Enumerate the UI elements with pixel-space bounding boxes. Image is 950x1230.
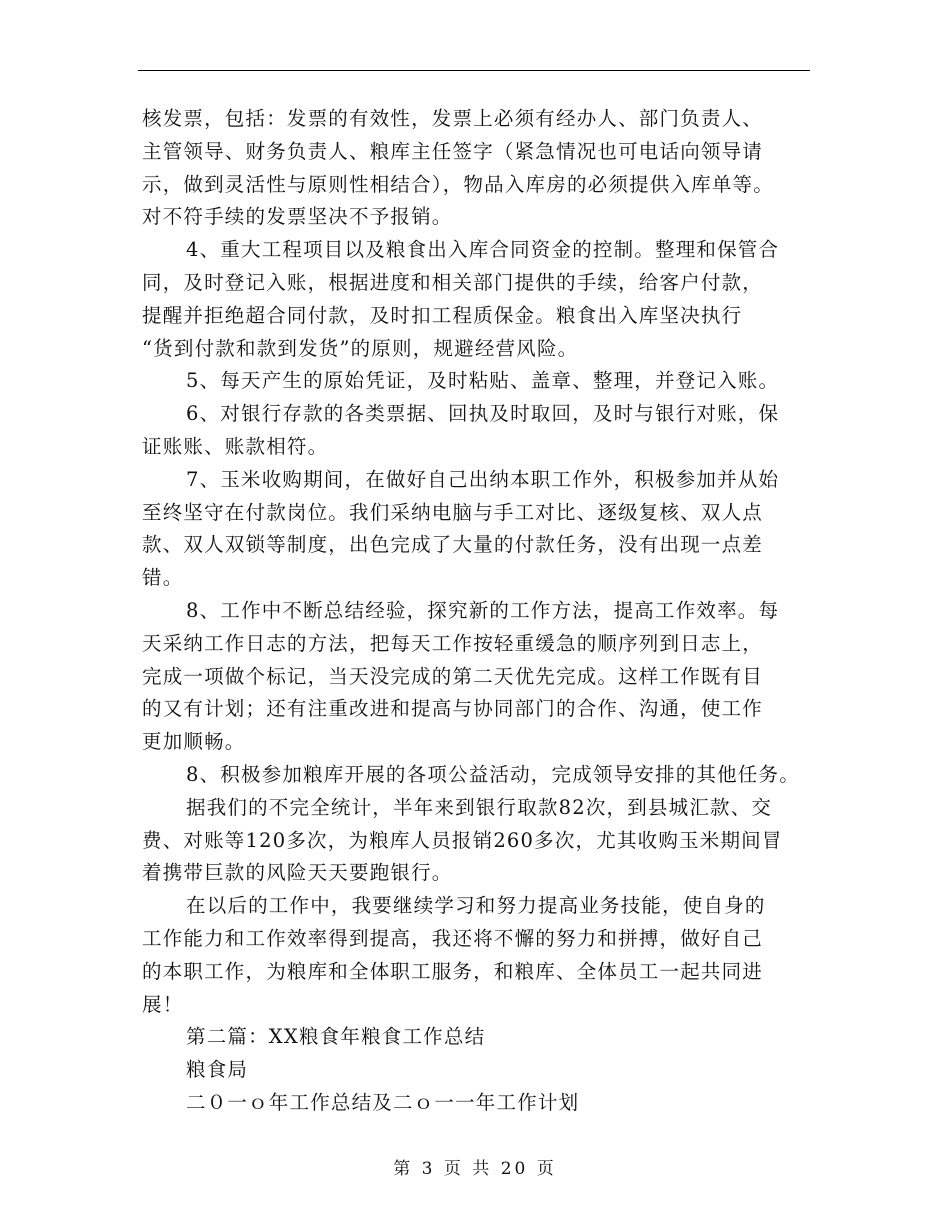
text-line: 天采纳工作日志的方法，把每天工作按轻重缓急的顺序列到日志上， <box>142 631 764 655</box>
text-line: 粮食局 <box>186 1058 249 1082</box>
text-line: 款、双人双锁等制度，出色完成了大量的付款任务，没有出现一点差 <box>142 533 764 557</box>
text-line: 6、对银行存款的各类票据、回执及时取回，及时与银行对账，保 <box>186 402 780 426</box>
paragraph <box>142 1054 842 1087</box>
paragraph <box>142 464 842 595</box>
text-line: 着携带巨款的风险天天要跑银行。 <box>142 861 453 885</box>
text-line: 核发票，包括：发票的有效性，发票上必须有经办人、部门负责人、 <box>142 107 764 130</box>
paragraph <box>142 890 842 1021</box>
text-line: 对不符手续的发票坚决不予报销。 <box>142 205 453 229</box>
paragraph <box>142 1021 842 1054</box>
text-line: “货到付款和款到发货”的原则，规避经营风险。 <box>142 336 579 360</box>
text-line: 提醒并拒绝超合同付款，及时扣工程质保金。粮食出入库坚决执行 <box>142 303 743 327</box>
text-line: 更加顺畅。 <box>142 730 246 754</box>
text-line: 主管领导、财务负责人、粮库主任签字（紧急情况也可电话向领导请 <box>142 139 764 163</box>
text-line: 二０一ｏ年工作总结及二ｏ一一年工作计划 <box>186 1090 580 1114</box>
text-line: 费、对账等120多次，为粮库人员报销260多次，尤其收购玉米期间冒 <box>142 828 783 852</box>
paragraph <box>142 234 842 365</box>
text-line: 错。 <box>142 566 184 590</box>
text-line: 同，及时登记入账，根据进度和相关部门提供的手续，给客户付款， <box>142 270 764 294</box>
paragraph <box>142 398 842 464</box>
text-line: 第二篇：XX粮食年粮食工作总结 <box>186 1025 486 1049</box>
paragraph <box>142 792 842 890</box>
text-line: 展！ <box>142 992 184 1016</box>
text-line: 据我们的不完全统计，半年来到银行取款82次，到县城汇款、交 <box>186 795 773 819</box>
text-line: 至终坚守在付款岗位。我们采纳电脑与手工对比、逐级复核、双人点 <box>142 500 764 524</box>
document-body <box>142 103 842 1120</box>
text-line: 示，做到灵活性与原则性相结合），物品入库房的必须提供入库单等。 <box>142 172 774 196</box>
text-line: 的本职工作，为粮库和全体职工服务，和粮库、全体员工一起共同进 <box>142 959 764 983</box>
text-line: 8、积极参加粮库开展的各项公益活动，完成领导安排的其他任务。 <box>186 762 800 786</box>
text-line: 5、每天产生的原始凭证，及时粘贴、盖章、整理，并登记入账。 <box>186 369 780 393</box>
text-line: 8、工作中不断总结经验，探究新的工作方法，提高工作效率。每 <box>186 598 780 622</box>
paragraph <box>142 365 842 398</box>
paragraph <box>142 595 842 759</box>
header-rule <box>138 70 810 71</box>
text-line: 4、重大工程项目以及粮食出入库合同资金的控制。整理和保管合 <box>186 238 780 262</box>
text-line: 工作能力和工作效率得到提高，我还将不懈的努力和拼搏，做好自己 <box>142 926 764 950</box>
page-footer: 第 3 页 共 20 页 <box>393 1159 557 1179</box>
paragraph <box>142 759 842 792</box>
text-line: 的又有计划；还有注重改进和提高与协同部门的合作、沟通，使工作 <box>142 697 764 721</box>
text-line: 证账账、账款相符。 <box>142 434 329 458</box>
text-line: 7、玉米收购期间，在做好自己出纳本职工作外，积极参加并从始 <box>186 467 780 491</box>
text-line: 完成一项做个标记，当天没完成的第二天优先完成。这样工作既有目 <box>142 664 764 688</box>
paragraph <box>142 1087 842 1120</box>
text-line: 在以后的工作中，我要继续学习和努力提高业务技能，使自身的 <box>186 894 766 918</box>
paragraph <box>142 103 842 234</box>
